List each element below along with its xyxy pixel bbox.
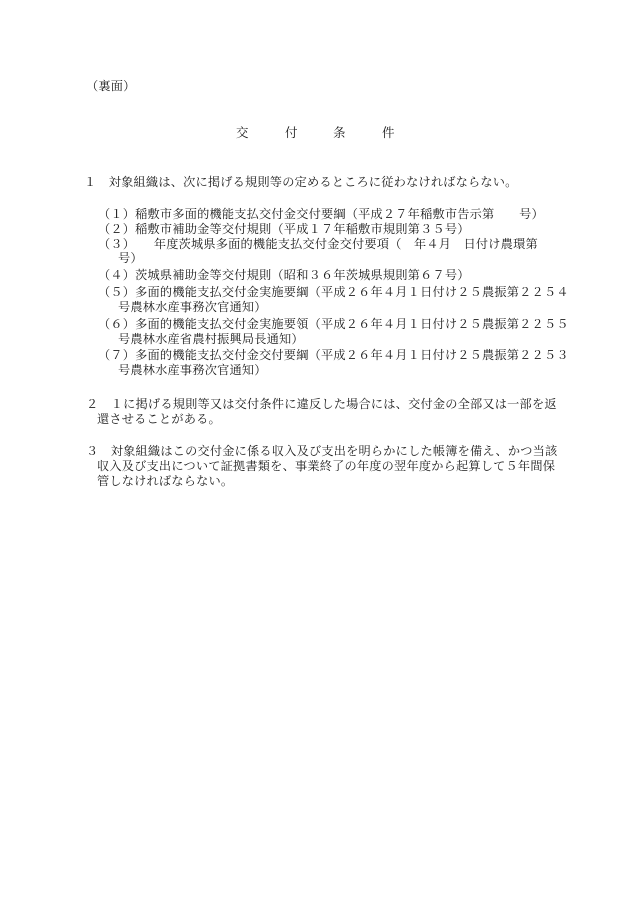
rule-item-4: （４）茨城県補助金等交付規則（昭和３６年茨城県規則第６７号） — [98, 268, 470, 282]
rule-item-2: （２）稲敷市補助金等交付規則（平成１７年稲敷市規則第３５号） — [98, 222, 470, 236]
title-char: 条 — [333, 125, 346, 140]
section-3-line: 収入及び支出について証拠書類を、事業終了の年度の翌年度から起算して５年間保 — [97, 459, 556, 473]
rule-item-3: （３） 年度茨城県多面的機能支払交付金交付要項（ 年４月 日付け農環第 — [98, 237, 538, 251]
section-1-text: １ 対象組織は、次に掲げる規則等の定めるところに従わなければならない。 — [84, 175, 518, 189]
rule-item-6-cont: 号農林水産省農村振興局長通知） — [118, 332, 304, 346]
rule-item-3-cont: 号） — [118, 251, 143, 265]
rule-item-7: （７）多面的機能支払交付金交付要綱（平成２６年４月１日付け２５農振第２２５３ — [98, 348, 569, 362]
rule-item-5: （５）多面的機能支払交付金実施要綱（平成２６年４月１日付け２５農振第２２５４ — [98, 285, 569, 299]
section-2-line: 還させることがある。 — [97, 412, 221, 426]
rule-item-1: （１）稲敷市多面的機能支払交付金交付要綱（平成２７年稲敷市告示第 号） — [98, 207, 544, 221]
title-char: 交 — [236, 125, 249, 140]
section-3-line: ３ 対象組織はこの交付金に係る収入及び支出を明らかにした帳簿を備え、かつ当該 — [86, 444, 558, 458]
rule-item-6: （６）多面的機能支払交付金実施要領（平成２６年４月１日付け２５農振第２２５５ — [98, 317, 569, 331]
title-char: 件 — [382, 125, 395, 140]
section-3-line: 管しなければならない。 — [97, 474, 234, 488]
title-char: 付 — [285, 125, 298, 140]
rule-item-5-cont: 号農林水産事務次官通知） — [118, 300, 267, 314]
document-title — [0, 125, 630, 141]
reverse-side-label: （裏面） — [86, 79, 136, 93]
section-2-line: ２ １に掲げる規則等又は交付条件に違反した場合には、交付金の全部又は一部を返 — [86, 397, 557, 411]
rule-item-7-cont: 号農林水産事務次官通知） — [118, 363, 267, 377]
